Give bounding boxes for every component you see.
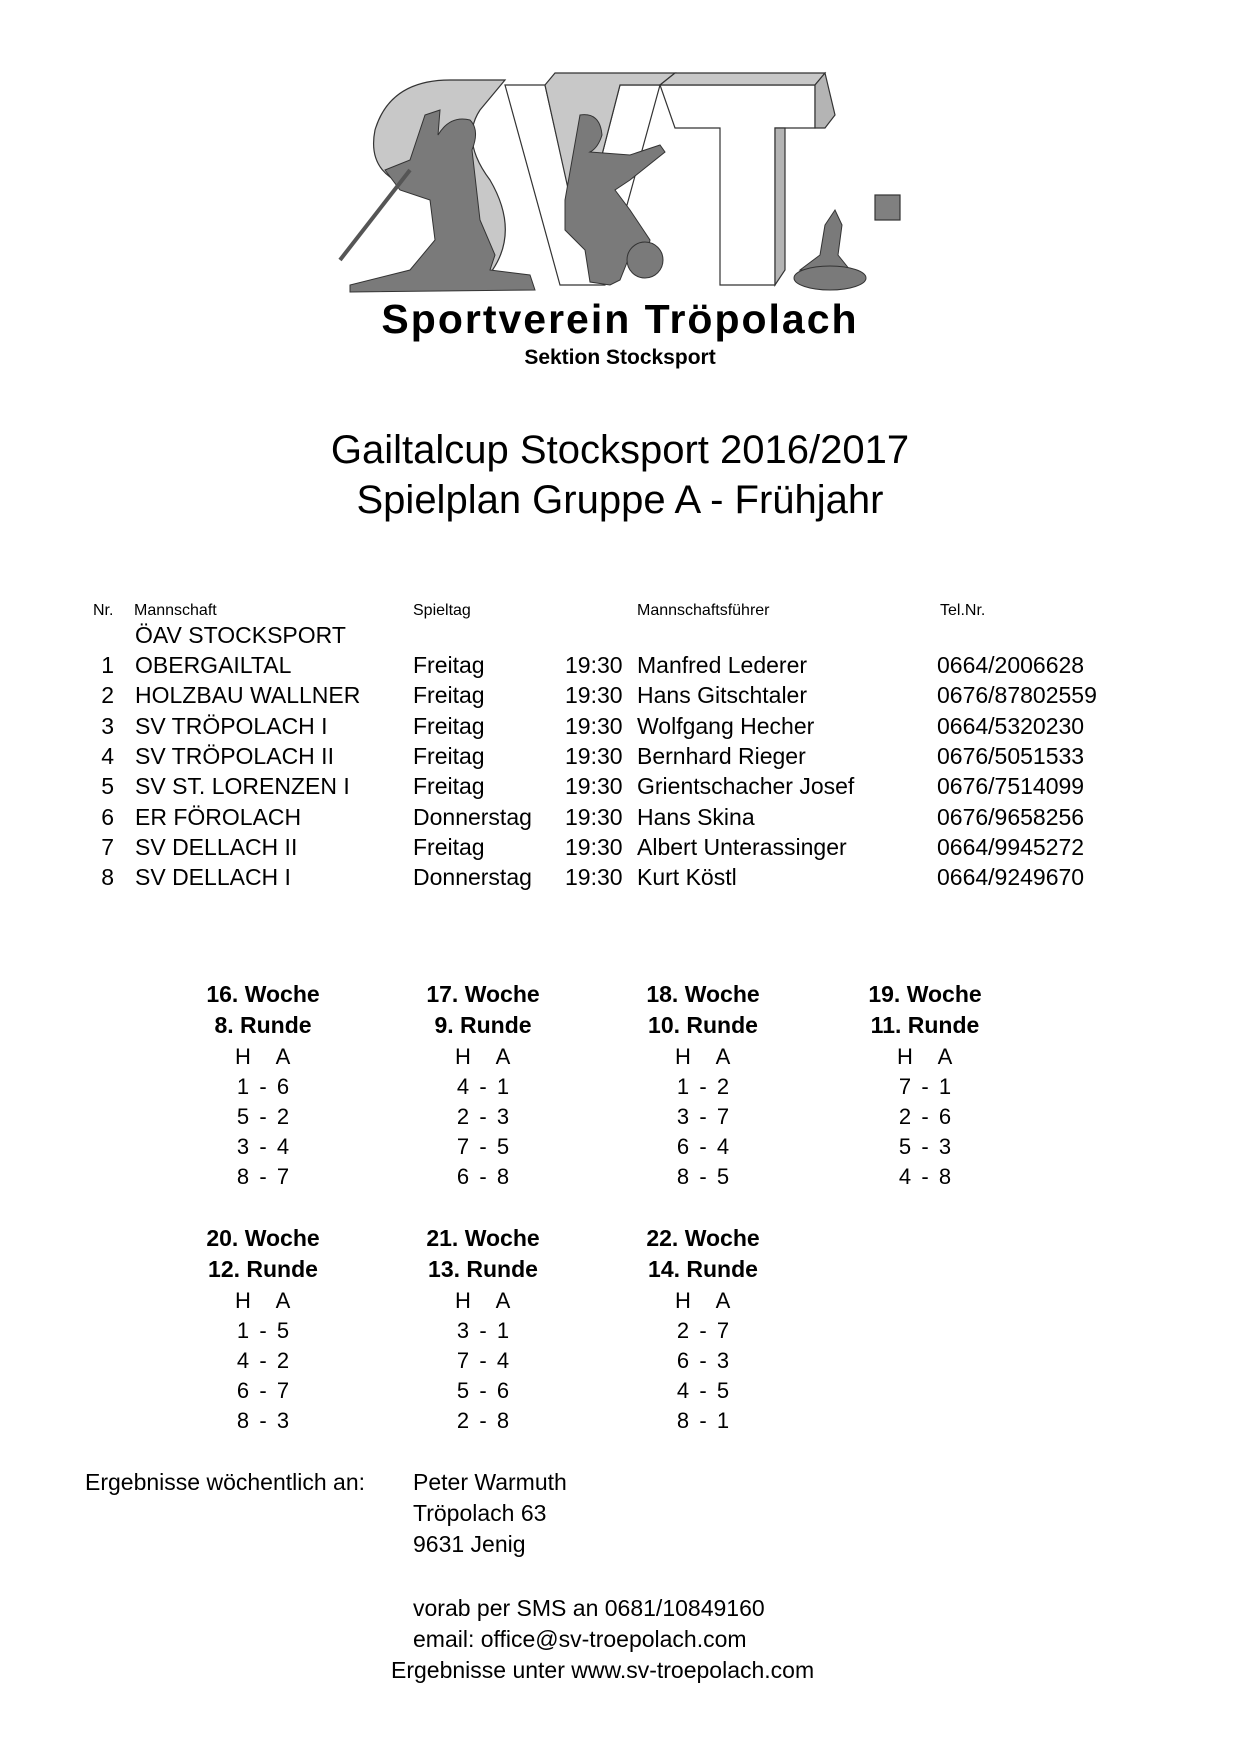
captain-phone: 0664/5320230 — [937, 712, 1085, 739]
home-away-header — [613, 1285, 793, 1316]
match-separator: - — [699, 1134, 707, 1159]
team-captain: Wolfgang Hecher — [637, 712, 815, 739]
match — [613, 1376, 793, 1406]
away-team-nr: 8 — [496, 1408, 510, 1433]
home-team-nr: 2 — [456, 1104, 470, 1129]
team-nr: 8 — [101, 864, 114, 891]
match — [393, 1316, 573, 1346]
captain-phone: 0676/7514099 — [937, 773, 1085, 800]
away-label: A — [495, 1044, 511, 1069]
match-separator: - — [479, 1318, 487, 1343]
home-team-nr: 2 — [456, 1408, 470, 1433]
team-name: HOLZBAU WALLNER — [135, 682, 361, 709]
match-separator: - — [259, 1378, 267, 1403]
match-separator: - — [699, 1074, 707, 1099]
away-team-nr: 3 — [276, 1408, 290, 1433]
contact-city: 9631 Jenig — [413, 1531, 526, 1557]
away-team-nr: 7 — [716, 1318, 730, 1343]
match-time: 19:30 — [565, 712, 623, 739]
away-label: A — [715, 1288, 731, 1313]
home-label: H — [675, 1288, 691, 1313]
away-label: A — [495, 1288, 511, 1313]
match-separator: - — [699, 1348, 707, 1373]
document-subtitle: Spielplan Gruppe A - Frühjahr — [356, 478, 884, 522]
home-away-header — [393, 1285, 573, 1316]
home-team-nr: 3 — [236, 1134, 250, 1159]
away-team-nr: 5 — [496, 1134, 510, 1159]
match — [173, 1102, 353, 1132]
match-day: Freitag — [413, 833, 485, 860]
home-team-nr: 4 — [236, 1348, 250, 1373]
team-captain: Kurt Köstl — [637, 864, 737, 891]
home-label: H — [675, 1044, 691, 1069]
round-label: 12. Runde — [208, 1256, 318, 1282]
round-label: 13. Runde — [428, 1256, 538, 1282]
away-team-nr: 5 — [276, 1318, 290, 1343]
team-nr: 5 — [101, 773, 114, 800]
team-captain: Hans Skina — [637, 803, 755, 830]
team-name: ER FÖROLACH — [135, 803, 302, 830]
match-separator: - — [479, 1134, 487, 1159]
week-label: 20. Woche — [206, 1225, 320, 1251]
home-label: H — [235, 1288, 251, 1313]
away-team-nr: 7 — [276, 1378, 290, 1403]
team-name: SV TRÖPOLACH I — [135, 712, 328, 739]
match-separator: - — [259, 1134, 267, 1159]
match-day: Freitag — [413, 742, 485, 769]
team-nr: 3 — [101, 712, 114, 739]
match-time: 19:30 — [565, 742, 623, 769]
match — [393, 1376, 573, 1406]
team-nr: 4 — [101, 742, 114, 769]
away-team-nr: 2 — [716, 1074, 730, 1099]
match-separator: - — [479, 1348, 487, 1373]
away-team-nr: 3 — [496, 1104, 510, 1129]
match-time: 19:30 — [565, 864, 623, 891]
home-team-nr: 8 — [676, 1164, 690, 1189]
match — [393, 1072, 573, 1102]
match — [835, 1072, 1015, 1102]
home-team-nr: 4 — [898, 1164, 912, 1189]
home-team-nr: 6 — [456, 1164, 470, 1189]
round-label: 14. Runde — [648, 1256, 758, 1282]
away-team-nr: 1 — [496, 1318, 510, 1343]
match — [613, 1346, 793, 1376]
match-separator: - — [921, 1164, 929, 1189]
away-team-nr: 1 — [716, 1408, 730, 1433]
home-away-header — [613, 1041, 793, 1072]
away-team-nr: 3 — [716, 1348, 730, 1373]
team-nr: 1 — [101, 652, 114, 678]
match-separator: - — [259, 1104, 267, 1129]
home-label: H — [455, 1044, 471, 1069]
round-label: 11. Runde — [870, 1012, 980, 1038]
match-time: 19:30 — [565, 773, 623, 800]
contact-street: Tröpolach 63 — [413, 1500, 547, 1526]
match-separator: - — [699, 1378, 707, 1403]
away-label: A — [275, 1288, 291, 1313]
home-away-header — [173, 1041, 353, 1072]
week-label: 22. Woche — [646, 1225, 760, 1251]
header-phone: Tel.Nr. — [940, 602, 986, 619]
team-name: SV TRÖPOLACH II — [135, 742, 334, 769]
contact-name: Peter Warmuth — [413, 1469, 567, 1495]
club-section: Sektion Stocksport — [524, 346, 716, 369]
match-separator: - — [479, 1104, 487, 1129]
match-separator: - — [479, 1164, 487, 1189]
away-team-nr: 5 — [716, 1378, 730, 1403]
home-team-nr: 6 — [676, 1134, 690, 1159]
club-name: Sportverein Tröpolach — [381, 296, 859, 342]
round-block — [393, 1223, 573, 1436]
captain-phone: 0664/2006628 — [937, 652, 1085, 678]
week-label: 17. Woche — [426, 981, 540, 1007]
match-separator: - — [259, 1408, 267, 1433]
round-block — [393, 979, 573, 1192]
round-block — [835, 979, 1015, 1192]
team-name: OBERGAILTAL — [135, 652, 292, 678]
home-team-nr: 5 — [898, 1134, 912, 1159]
round-block — [613, 979, 793, 1192]
home-team-nr: 3 — [456, 1318, 470, 1343]
match-separator: - — [479, 1378, 487, 1403]
away-team-nr: 3 — [938, 1134, 952, 1159]
match — [173, 1346, 353, 1376]
home-team-nr: 8 — [676, 1408, 690, 1433]
home-away-header — [835, 1041, 1015, 1072]
match-separator: - — [259, 1164, 267, 1189]
captain-phone: 0664/9249670 — [937, 864, 1085, 891]
match — [173, 1316, 353, 1346]
match — [173, 1406, 353, 1436]
match — [835, 1132, 1015, 1162]
match — [613, 1072, 793, 1102]
match — [393, 1132, 573, 1162]
away-team-nr: 7 — [276, 1164, 290, 1189]
week-label: 19. Woche — [868, 981, 982, 1007]
home-team-nr: 1 — [676, 1074, 690, 1099]
match — [173, 1376, 353, 1406]
home-team-nr: 1 — [236, 1318, 250, 1343]
home-team-nr: 2 — [676, 1318, 690, 1343]
away-team-nr: 8 — [938, 1164, 952, 1189]
match — [613, 1406, 793, 1436]
home-team-nr: 2 — [898, 1104, 912, 1129]
away-team-nr: 7 — [716, 1104, 730, 1129]
match-day: Freitag — [413, 773, 485, 800]
round-label: 9. Runde — [434, 1012, 532, 1038]
header-captain: Mannschaftsführer — [637, 602, 770, 619]
home-team-nr: 5 — [456, 1378, 470, 1403]
results-label: Ergebnisse wöchentlich an: — [85, 1469, 365, 1495]
round-label: 8. Runde — [214, 1012, 312, 1038]
match-time: 19:30 — [565, 833, 623, 860]
team-captain: Hans Gitschtaler — [637, 682, 808, 709]
document-title: Gailtalcup Stocksport 2016/2017 — [330, 428, 910, 472]
captain-phone: 0676/5051533 — [937, 742, 1085, 769]
match-time: 19:30 — [565, 803, 623, 830]
round-block — [613, 1223, 793, 1436]
match — [835, 1102, 1015, 1132]
team-captain: Grientschacher Josef — [637, 773, 855, 800]
match — [173, 1132, 353, 1162]
match-time: 19:30 — [565, 682, 623, 709]
away-label: A — [937, 1044, 953, 1069]
away-team-nr: 2 — [276, 1348, 290, 1373]
match-separator: - — [479, 1408, 487, 1433]
away-team-nr: 6 — [938, 1104, 952, 1129]
match — [613, 1132, 793, 1162]
away-team-nr: 1 — [496, 1074, 510, 1099]
week-label: 18. Woche — [646, 981, 760, 1007]
header-day: Spieltag — [413, 602, 471, 619]
away-label: A — [715, 1044, 731, 1069]
match — [393, 1406, 573, 1436]
match — [613, 1162, 793, 1192]
round-label: 10. Runde — [648, 1012, 758, 1038]
match-time: 19:30 — [565, 652, 623, 678]
away-team-nr: 6 — [276, 1074, 290, 1099]
home-team-nr: 6 — [676, 1348, 690, 1373]
home-label: H — [235, 1044, 251, 1069]
home-label: H — [455, 1288, 471, 1313]
team-captain: Bernhard Rieger — [637, 742, 806, 769]
match-day: Donnerstag — [413, 864, 532, 891]
match-separator: - — [921, 1104, 929, 1129]
match-day: Freitag — [413, 712, 485, 739]
team-name: SV ST. LORENZEN I — [135, 773, 350, 800]
home-away-header — [173, 1285, 353, 1316]
away-team-nr: 2 — [276, 1104, 290, 1129]
match-separator: - — [699, 1408, 707, 1433]
week-label: 21. Woche — [426, 1225, 540, 1251]
team-name: SV DELLACH II — [135, 833, 298, 860]
match-day: Freitag — [413, 682, 485, 709]
team-name: SV DELLACH I — [135, 864, 291, 891]
away-label: A — [275, 1044, 291, 1069]
home-team-nr: 3 — [676, 1104, 690, 1129]
match — [393, 1102, 573, 1132]
round-block — [173, 979, 353, 1192]
match — [393, 1162, 573, 1192]
captain-phone: 0664/9945272 — [937, 833, 1085, 860]
away-team-nr: 5 — [716, 1164, 730, 1189]
week-label: 16. Woche — [206, 981, 320, 1007]
captain-phone: 0676/87802559 — [937, 682, 1097, 709]
home-team-nr: 7 — [898, 1074, 912, 1099]
team-nr: 6 — [101, 803, 114, 830]
team-nr: 2 — [101, 682, 114, 709]
away-team-nr: 1 — [938, 1074, 952, 1099]
home-team-nr: 5 — [236, 1104, 250, 1129]
round-block — [173, 1223, 353, 1436]
match-separator: - — [479, 1074, 487, 1099]
team-nr: 7 — [101, 833, 114, 860]
home-label: H — [897, 1044, 913, 1069]
league-label: ÖAV STOCKSPORT — [135, 622, 346, 648]
away-team-nr: 4 — [716, 1134, 730, 1159]
home-team-nr: 4 — [676, 1378, 690, 1403]
away-team-nr: 4 — [276, 1134, 290, 1159]
home-team-nr: 7 — [456, 1134, 470, 1159]
match — [393, 1346, 573, 1376]
match-day: Freitag — [413, 652, 485, 678]
home-away-header — [393, 1041, 573, 1072]
home-team-nr: 8 — [236, 1408, 250, 1433]
home-team-nr: 6 — [236, 1378, 250, 1403]
match-separator: - — [921, 1074, 929, 1099]
home-team-nr: 1 — [236, 1074, 250, 1099]
club-logo — [330, 70, 910, 300]
match — [173, 1072, 353, 1102]
match-separator: - — [259, 1318, 267, 1343]
match-separator: - — [699, 1318, 707, 1343]
home-team-nr: 4 — [456, 1074, 470, 1099]
away-team-nr: 8 — [496, 1164, 510, 1189]
header-nr: Nr. — [93, 602, 114, 619]
match-separator: - — [699, 1164, 707, 1189]
match-separator: - — [259, 1348, 267, 1373]
home-team-nr: 8 — [236, 1164, 250, 1189]
match-separator: - — [259, 1074, 267, 1099]
match — [173, 1162, 353, 1192]
match-separator: - — [921, 1134, 929, 1159]
away-team-nr: 4 — [496, 1348, 510, 1373]
match — [835, 1162, 1015, 1192]
email-info: email: office@sv-troepolach.com — [413, 1626, 747, 1652]
away-team-nr: 6 — [496, 1378, 510, 1403]
match — [613, 1102, 793, 1132]
match-day: Donnerstag — [413, 803, 532, 830]
captain-phone: 0676/9658256 — [937, 803, 1085, 830]
match — [613, 1316, 793, 1346]
team-captain: Manfred Lederer — [637, 652, 808, 678]
header-team: Mannschaft — [134, 602, 217, 619]
match-separator: - — [699, 1104, 707, 1129]
sms-info: vorab per SMS an 0681/10849160 — [413, 1595, 765, 1621]
team-captain: Albert Unterassinger — [637, 833, 847, 860]
home-team-nr: 7 — [456, 1348, 470, 1373]
website-info: Ergebnisse unter www.sv-troepolach.com — [391, 1657, 815, 1683]
